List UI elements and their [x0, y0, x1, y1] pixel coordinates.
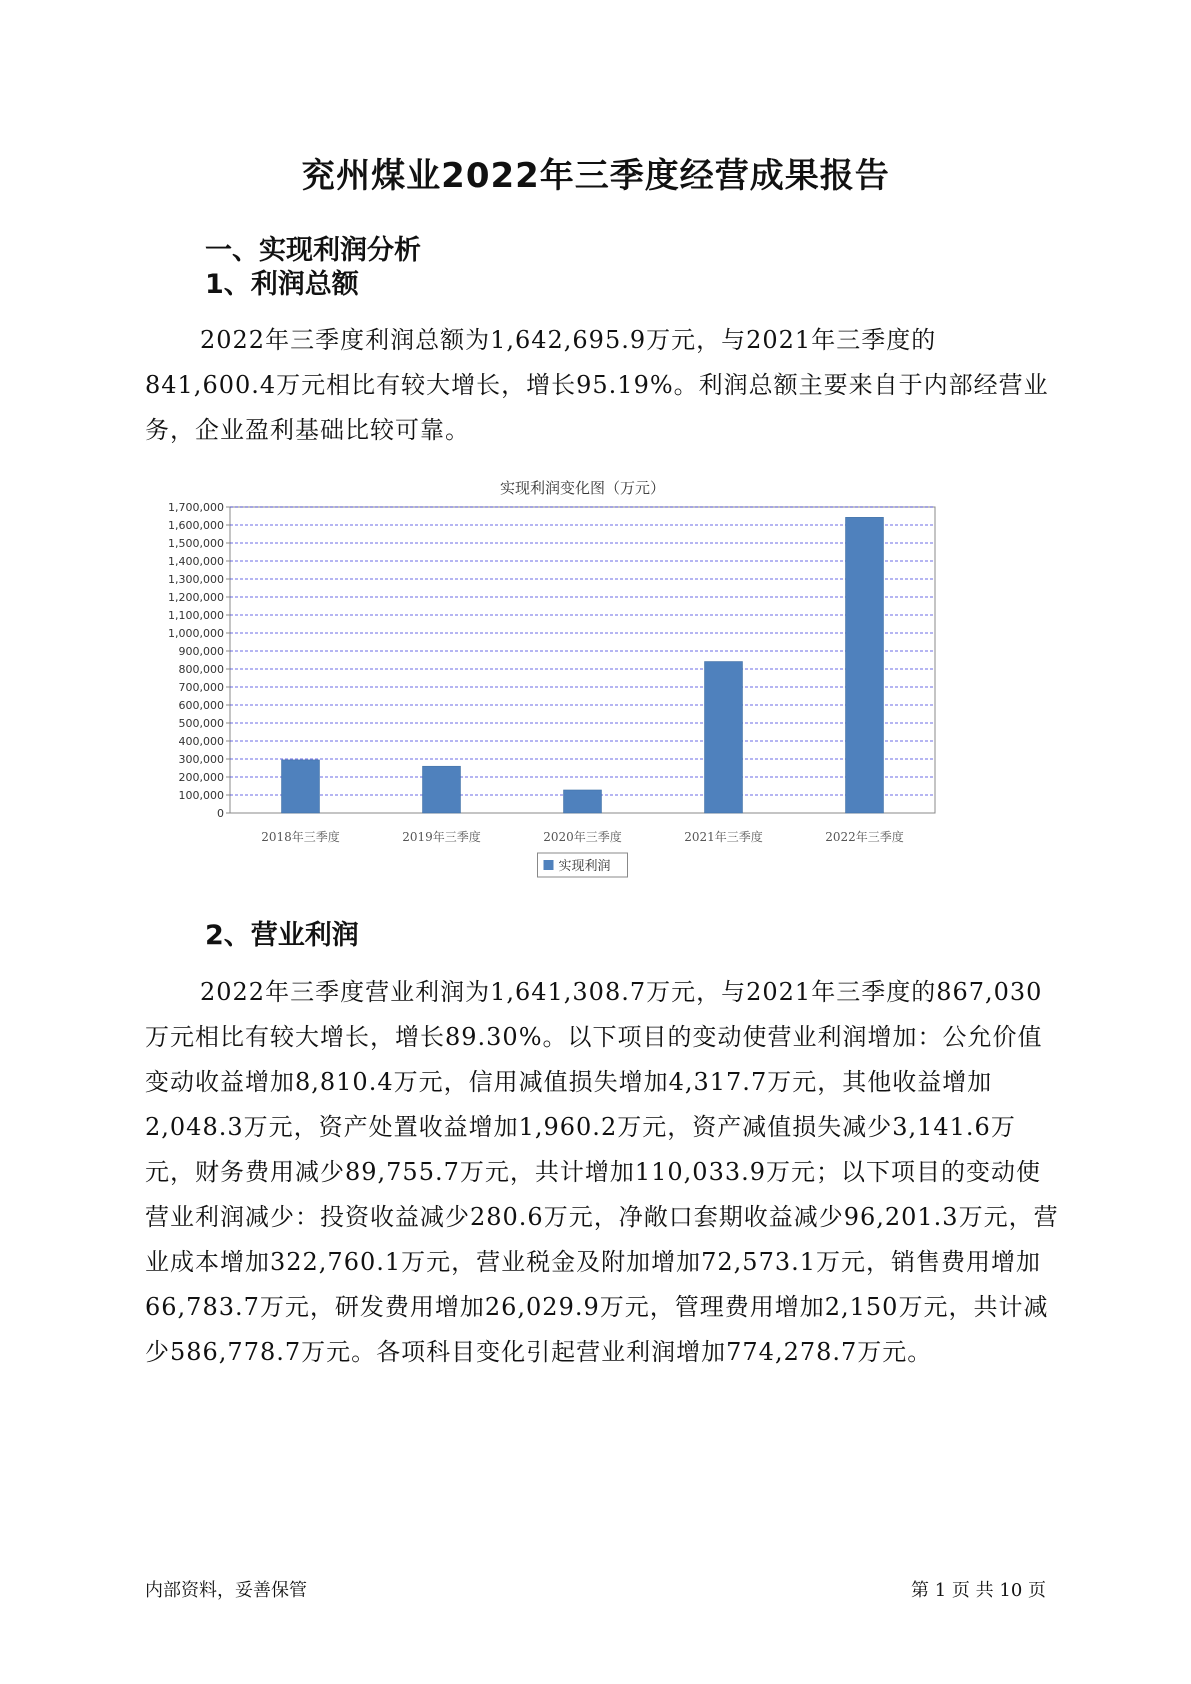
bar-3 — [564, 790, 602, 813]
bar-5 — [846, 517, 884, 813]
y-tick-label: 900,000 — [178, 645, 224, 658]
y-tick-label: 1,200,000 — [168, 591, 224, 604]
y-tick-label: 300,000 — [178, 753, 224, 766]
y-tick-label: 600,000 — [178, 699, 224, 712]
x-tick-label: 2018年三季度 — [261, 830, 340, 844]
y-tick-label: 1,600,000 — [168, 519, 224, 532]
footer-confidential-note: 内部资料，妥善保管 — [145, 1580, 307, 1601]
bar-2 — [423, 766, 461, 813]
y-tick-label: 700,000 — [178, 681, 224, 694]
y-tick-label: 100,000 — [178, 789, 224, 802]
y-tick-label: 500,000 — [178, 717, 224, 730]
page-title: 兖州煤业2022年三季度经营成果报告 — [301, 156, 890, 196]
y-tick-label: 1,500,000 — [168, 537, 224, 550]
bar-1 — [282, 760, 320, 813]
y-tick-label: 1,400,000 — [168, 555, 224, 568]
operating-profit-paragraph: 2022年三季度营业利润为1,641,308.7万元，与2021年三季度的867,030万元相比有较大增长，增长89.30%。以下项目的变动使营业利润增加：公允价值变动收益增加8,810.4万元，信用减值损失增加4,317.7万元，其他收益增加2,048.3万元，资产处置收益增加1,960.2万元，资产减值损失减少3,141.6万元，财务费用减少89,755.7万元，共计增加110,033.9万元；以下项目的变动使营业利润减少：投资收益减少280.6万元，净敞口套期收益减少96,201.3万元，营业成本增加322,760.1万元，营业税金及附加增加72,573.1万元，销售费用增加66,783.7万元，研发费用增加26,029.9万元，管理费用增加2,150万元，共计减少586,778.7万元。各项科目变化引起营业利润增加774,278.7万元。 — [145, 978, 1059, 1366]
total-profit-paragraph: 2022年三季度利润总额为1,642,695.9万元，与2021年三季度的841,600.4万元相比有较大增长，增长95.19%。利润总额主要来自于内部经营业务，企业盈利基础比较可靠。 — [145, 326, 1049, 444]
legend-swatch — [544, 860, 554, 870]
x-tick-label: 2019年三季度 — [402, 830, 481, 844]
footer-page-number: 第 1 页 共 10 页 — [911, 1580, 1046, 1601]
y-tick-label: 0 — [217, 807, 224, 820]
chart-canvas — [150, 479, 1030, 955]
chart-title: 实现利润变化图（万元） — [499, 479, 666, 497]
plot-area — [230, 507, 935, 813]
y-tick-label: 800,000 — [178, 663, 224, 676]
y-tick-label: 1,300,000 — [168, 573, 224, 586]
x-tick-label: 2021年三季度 — [684, 830, 763, 844]
x-tick-label: 2020年三季度 — [543, 830, 622, 844]
subheading-operating-profit: 2、营业利润 — [205, 920, 359, 951]
y-tick-label: 400,000 — [178, 735, 224, 748]
legend-label: 实现利润 — [558, 859, 611, 874]
section-heading-profit-analysis: 一、实现利润分析 — [205, 235, 421, 266]
subheading-total-profit: 1、利润总额 — [205, 269, 359, 300]
x-tick-label: 2022年三季度 — [825, 830, 904, 844]
y-tick-label: 1,700,000 — [168, 501, 224, 514]
y-tick-label: 1,000,000 — [168, 627, 224, 640]
bar-4 — [705, 662, 743, 813]
y-tick-label: 1,100,000 — [168, 609, 224, 622]
profit-bar-chart — [150, 479, 1030, 955]
y-tick-label: 200,000 — [178, 771, 224, 784]
